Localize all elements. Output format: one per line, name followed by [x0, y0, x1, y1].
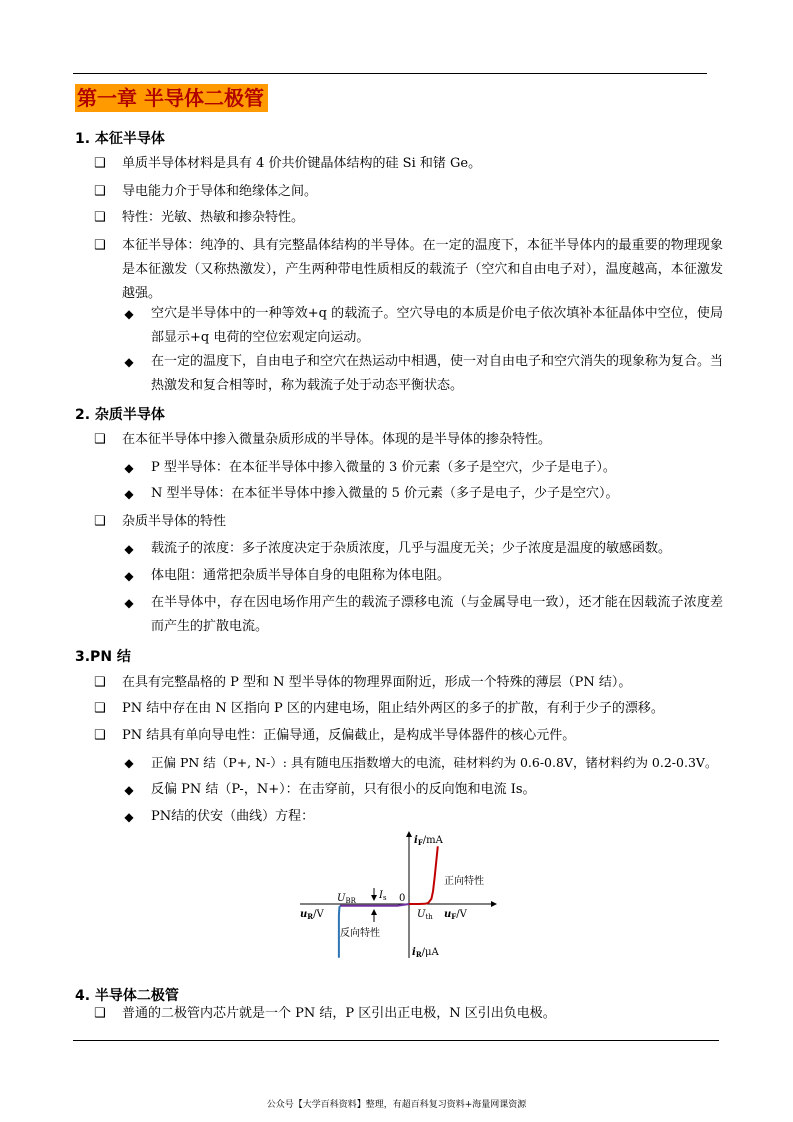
- bottom-rule: [73, 1040, 719, 1041]
- item-text: 在半导体中，存在因电场作用产生的载流子漂移电流（与金属导电一致），还才能在因载流子浓度差而产生的扩散电流。: [151, 595, 723, 634]
- forward-label: 正向特性: [444, 876, 484, 887]
- section-heading: 1. 本征半导体: [75, 131, 165, 147]
- item-text: 在具有完整晶格的 P 型和 N 型半导体的物理界面附近，形成一个特殊的薄层（PN 结）。: [122, 675, 632, 690]
- item-text: 反偏 PN 结（P-，N+）：在击穿前，只有很小的反向饱和电流 Is。: [151, 782, 536, 797]
- forward-curve: [409, 846, 438, 904]
- checkbox-square-icon: ❑: [94, 514, 106, 529]
- sub-list-item: [122, 456, 723, 480]
- list-item: [93, 428, 723, 452]
- item-text: PN 结具有单向导电性：正偏导通，反偏截止，是构成半导体器件的核心元件。: [122, 728, 576, 743]
- list-item: [93, 234, 723, 306]
- sub-list-item: [122, 751, 723, 775]
- diamond-bullet-icon: ◆: [124, 307, 134, 321]
- sub-list-item: [122, 564, 723, 588]
- sub-list-item: [122, 350, 723, 398]
- item-text: 杂质半导体的特性: [122, 514, 227, 529]
- uth-label: $U_{th}$: [417, 909, 433, 921]
- neg-y-label: $i_R/\mu A$: [412, 947, 439, 959]
- origin-label: 0: [399, 893, 406, 904]
- item-text: PN结的伏安（曲线）方程：: [151, 809, 315, 824]
- item-text: N 型半导体：在本征半导体中掺入微量的 5 价元素（多子是电子，少子是空穴）。: [151, 486, 619, 501]
- iv-curve-chart: [296, 828, 501, 963]
- item-text: 载流子的浓度：多子浓度决定于杂质浓度，几乎与温度无关；少子浓度是温度的敏感函数。: [151, 541, 672, 556]
- section-heading: 4. 半导体二极管: [75, 988, 179, 1004]
- item-text: 导电能力介于导体和绝缘体之间。: [122, 184, 318, 199]
- list-item: [93, 510, 723, 534]
- diamond-bullet-icon: ◆: [124, 542, 134, 556]
- item-text: 单质半导体材料是具有 4 价共价键晶体结构的硅 Si 和锗 Ge。: [122, 156, 482, 171]
- item-text: 在本征半导体中掺入微量杂质形成的半导体。体现的是半导体的掺杂特性。: [122, 432, 552, 447]
- item-text: 在一定的温度下，自由电子和空穴在热运动中相遇，使一对自由电子和空穴消失的现象称为复合。当热激发和复合相等时，称为载流子处于动态平衡状态。: [151, 354, 724, 393]
- neg-x-label: $u_R/V$: [300, 909, 324, 921]
- checkbox-square-icon: ❑: [94, 210, 106, 225]
- checkbox-square-icon: ❑: [94, 184, 106, 199]
- checkbox-square-icon: ❑: [94, 156, 106, 171]
- sub-list-item: [122, 805, 723, 829]
- diamond-bullet-icon: ◆: [124, 810, 134, 824]
- list-item: [93, 671, 723, 695]
- section-heading: 2. 杂质半导体: [75, 407, 165, 423]
- diamond-bullet-icon: ◆: [124, 487, 134, 501]
- item-text: 正偏 PN 结（P+, N-）: 具有随电压指数增大的电流，硅材料约为 0.6-0.8V，锗材料约为 0.2-0.3V。: [151, 755, 718, 770]
- item-text: PN 结中存在由 N 区指向 P 区的内建电场，阻止结外两区的多子的扩散，有利于少子的漂移。: [122, 701, 664, 716]
- list-item: [93, 724, 723, 748]
- checkbox-square-icon: ❑: [94, 701, 106, 716]
- sub-list-item: [122, 591, 723, 639]
- sub-list-item: [122, 778, 723, 802]
- ubr-label: $U_{BR}$: [337, 893, 356, 905]
- x-axis-label: $u_F/V$: [444, 909, 467, 921]
- diamond-bullet-icon: ◆: [124, 756, 134, 770]
- checkbox-square-icon: ❑: [94, 432, 106, 447]
- sub-list-item: [122, 302, 723, 350]
- diamond-bullet-icon: ◆: [124, 596, 134, 610]
- y-axis-label: $i_F/mA$: [414, 835, 443, 847]
- chapter-title: 第一章 半导体二极管: [75, 84, 268, 112]
- diamond-bullet-icon: ◆: [124, 461, 134, 475]
- sub-list-item: [122, 482, 723, 506]
- is-label: $I_s$: [379, 890, 387, 902]
- item-text: 体电阻：通常把杂质半导体自身的电阻称为体电阻。: [151, 568, 451, 583]
- item-text: 空穴是半导体中的一种等效+q 的载流子。空穴导电的本质是价电子依次填补本征晶体中空位，使局部显示+q 电荷的空位宏观定向运动。: [151, 306, 723, 345]
- diamond-bullet-icon: ◆: [124, 783, 134, 797]
- diamond-bullet-icon: ◆: [124, 569, 134, 583]
- list-item: [93, 1002, 723, 1026]
- checkbox-square-icon: ❑: [94, 675, 106, 690]
- item-text: 本征半导体：纯净的、具有完整晶体结构的半导体。在一定的温度下，本征半导体内的最重要的物理现象是本征激发（又称热激发），产生两种带电性质相反的载流子（空穴和自由电子对），温度越高，本征激发越强。: [122, 238, 723, 301]
- list-item: [93, 180, 723, 204]
- top-rule: [73, 73, 707, 74]
- checkbox-square-icon: ❑: [94, 728, 106, 743]
- list-item: [93, 152, 723, 176]
- item-text: P 型半导体：在本征半导体中掺入微量的 3 价元素（多子是空穴，少子是电子）。: [151, 460, 616, 475]
- reverse-label: 反向特性: [340, 928, 380, 939]
- list-item: [93, 206, 723, 230]
- checkbox-square-icon: ❑: [94, 238, 106, 253]
- checkbox-square-icon: ❑: [94, 1006, 106, 1021]
- sub-list-item: [122, 537, 723, 561]
- section-heading: 3.PN 结: [75, 649, 131, 665]
- list-item: [93, 697, 723, 721]
- item-text: 特性：光敏、热敏和掺杂特性。: [122, 210, 305, 225]
- page-footer: 公众号【大学百科资料】整理，有超百科复习资料+海量网课资源: [266, 1100, 527, 1110]
- diamond-bullet-icon: ◆: [124, 355, 134, 369]
- item-text: 普通的二极管内芯片就是一个 PN 结，P 区引出正电极，N 区引出负电极。: [122, 1006, 556, 1021]
